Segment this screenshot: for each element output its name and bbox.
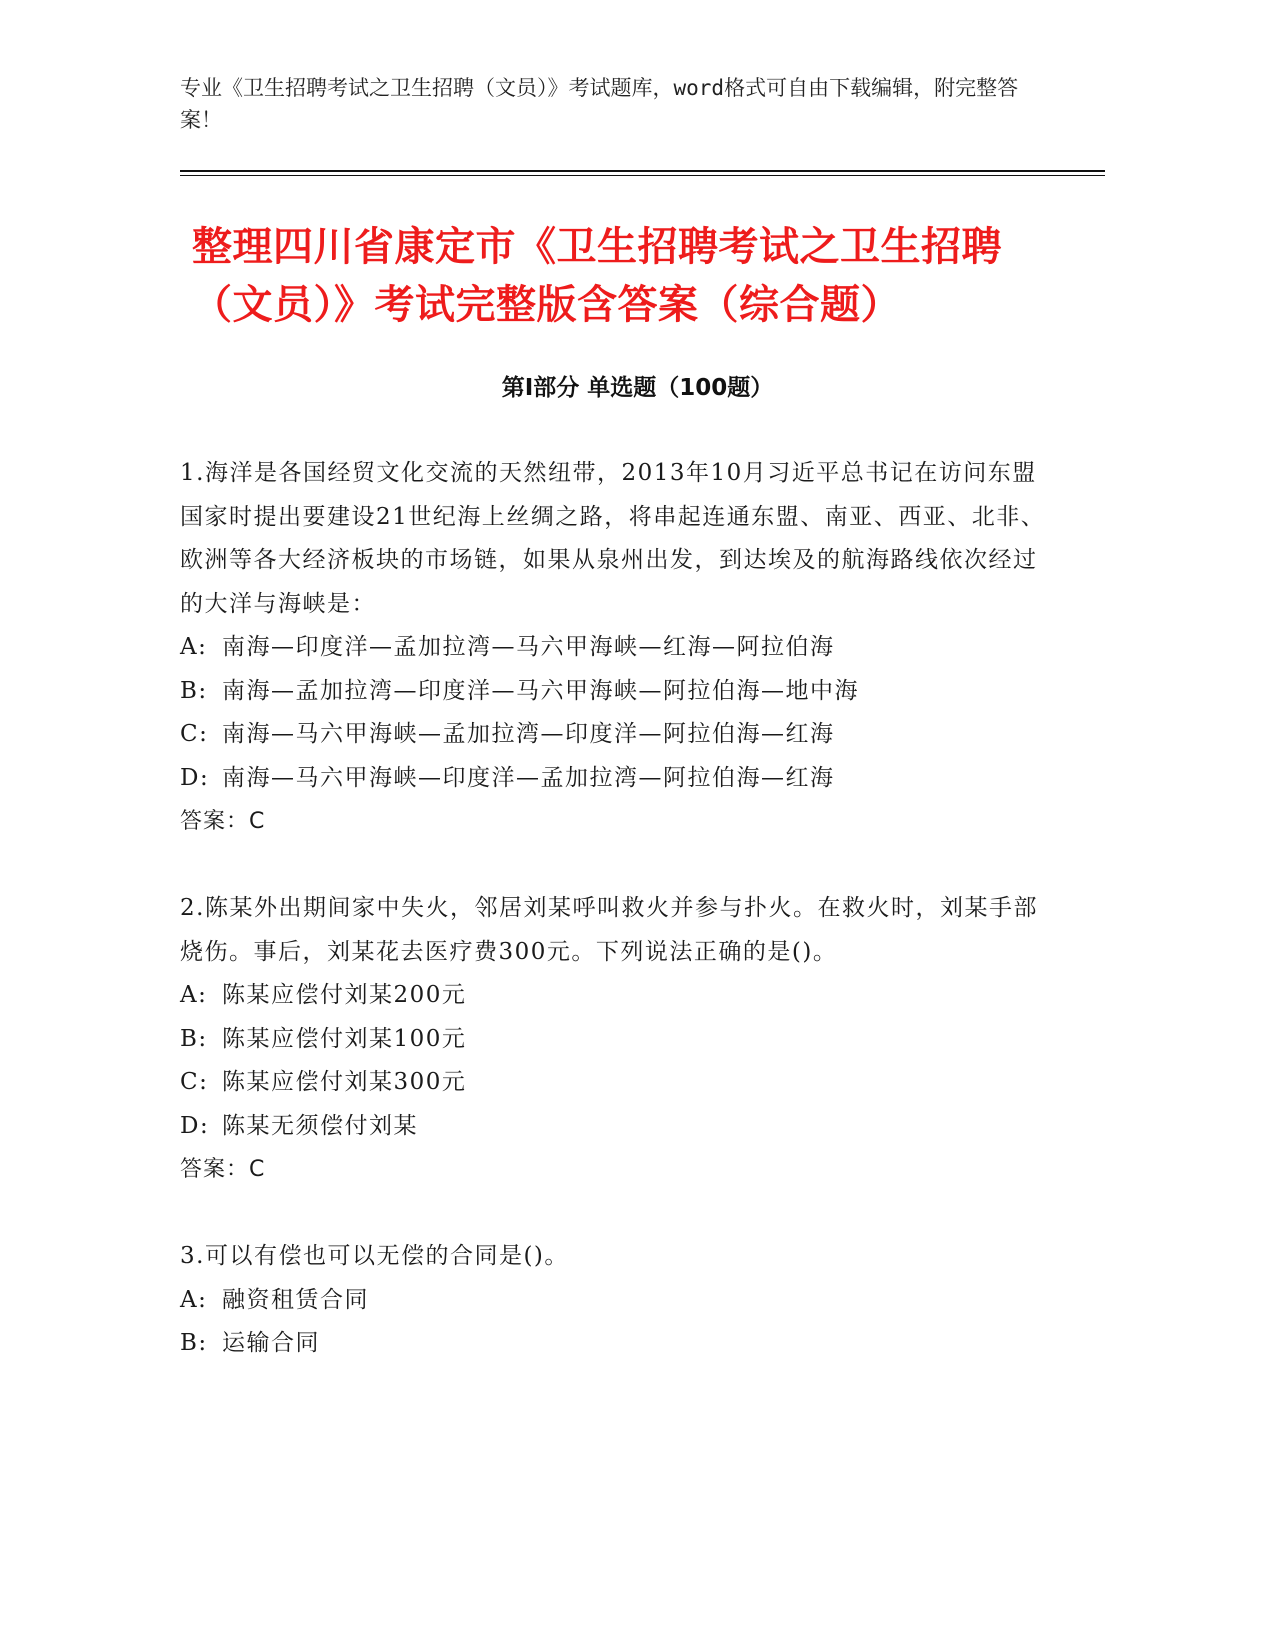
header-note: 专业《卫生招聘考试之卫生招聘（文员）》考试题库，word格式可自由下载编辑，附完整答案！ xyxy=(180,76,1019,132)
option-text: 南海—孟加拉湾—印度洋—马六甲海峡—阿拉伯海—地中海 xyxy=(222,677,859,704)
option-letter: A: xyxy=(180,634,208,660)
option-letter: B: xyxy=(180,677,208,704)
option-letter: A: xyxy=(180,1286,208,1313)
option-letter: B: xyxy=(180,1025,208,1052)
question-stem: 2.陈某外出期间家中失火，邻居刘某呼叫救火并参与扑火。在救火时，刘某手部烧伤。事后，刘某花去医疗费300元。下列说法正确的是()。 xyxy=(180,895,1038,965)
option-c xyxy=(180,1061,1050,1105)
option-text: 融资租赁合同 xyxy=(222,1286,369,1313)
option-a xyxy=(180,626,1050,670)
option-text: 南海—马六甲海峡—印度洋—孟加拉湾—阿拉伯海—红海 xyxy=(222,764,835,791)
question-3 xyxy=(180,1235,1050,1366)
document-title: 整理四川省康定市《卫生招聘考试之卫生招聘（文员）》考试完整版含答案（综合题） xyxy=(192,224,1002,328)
option-text: 南海—马六甲海峡—孟加拉湾—印度洋—阿拉伯海—红海 xyxy=(222,721,835,747)
option-letter: A: xyxy=(180,982,208,1008)
question-list xyxy=(180,452,1050,1409)
option-text: 陈某应偿付刘某200元 xyxy=(222,982,467,1008)
option-text: 陈某应偿付刘某100元 xyxy=(222,1025,467,1052)
option-a xyxy=(180,1279,1050,1323)
option-letter: D: xyxy=(180,764,210,791)
question-stem: 1.海洋是各国经贸文化交流的天然纽带，2013年10月习近平总书记在访问东盟国家时提出要建设21世纪海上丝绸之路，将串起连通东盟、南亚、西亚、北非、欧洲等各大经济板块的市场链，如果从泉州出发，到达埃及的航海路线依次经过的大洋与海峡是： xyxy=(180,460,1046,617)
question-stem: 3.可以有偿也可以无偿的合同是()。 xyxy=(180,1243,569,1269)
option-letter: C: xyxy=(180,1069,209,1095)
option-letter: B: xyxy=(180,1330,208,1356)
option-b xyxy=(180,1322,1050,1366)
option-text: 运输合同 xyxy=(222,1330,320,1356)
option-b xyxy=(180,1018,1050,1062)
option-text: 陈某应偿付刘某300元 xyxy=(222,1069,467,1095)
option-letter: C: xyxy=(180,721,209,747)
section-heading: 第Ⅰ部分 单选题（100题） xyxy=(501,375,774,401)
option-letter: D: xyxy=(180,1112,210,1139)
question-2 xyxy=(180,887,1050,1192)
header-rule-thick xyxy=(180,170,1105,172)
answer-line: 答案：C xyxy=(180,1157,266,1182)
option-c xyxy=(180,713,1050,757)
option-b xyxy=(180,670,1050,714)
option-d xyxy=(180,1105,1050,1149)
answer-line: 答案：C xyxy=(180,809,266,834)
question-1 xyxy=(180,452,1050,844)
header-rule-thin xyxy=(180,175,1105,176)
option-text: 陈某无须偿付刘某 xyxy=(222,1112,418,1139)
option-text: 南海—印度洋—孟加拉湾—马六甲海峡—红海—阿拉伯海 xyxy=(222,634,835,660)
option-a xyxy=(180,974,1050,1018)
option-d xyxy=(180,757,1050,801)
